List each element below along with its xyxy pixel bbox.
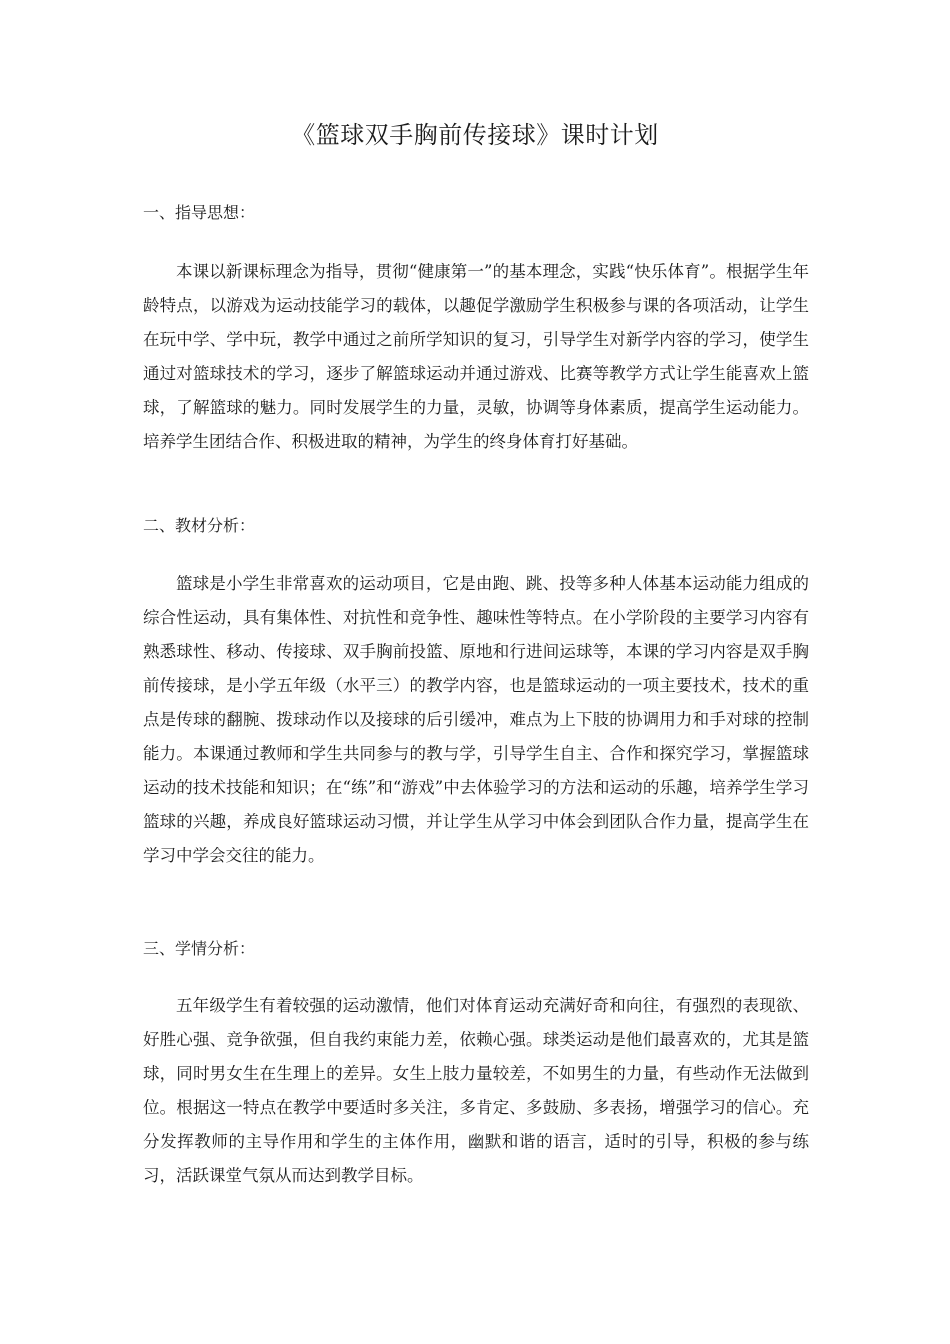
section-body-guiding-ideology: 本课以新课标理念为指导，贯彻“健康第一”的基本理念，实践“快乐体育”。根据学生年龄特点，以游戏为运动技能学习的载体，以趣促学激励学生积极参与课的各项活动，让学生在玩中学、学中玩，教学中通过之前所学知识的复习，引导学生对新学内容的学习，使学生通过对篮球技术的学习，逐步了解篮球运动并通过游戏、比赛等教学方式让学生能喜欢上篮球，了解篮球的魅力。同时发展学生的力量，灵敏，协调等身体素质，提高学生运动能力。培养学生团结合作、积极进取的精神，为学生的终身体育打好基础。	[143, 262, 809, 451]
section-heading-guiding-ideology: 一、指导思想：	[143, 203, 256, 222]
section-heading-material-analysis: 二、教材分析：	[143, 516, 256, 535]
section-body-material-analysis: 篮球是小学生非常喜欢的运动项目，它是由跑、跳、投等多种人体基本运动能力组成的综合性运动，具有集体性、对抗性和竞争性、趣味性等特点。在小学阶段的主要学习内容有熟悉球性、移动、传接球、双手胸前投篮、原地和行进间运球等，本课的学习内容是双手胸前传接球，是小学五年级（水平三）的教学内容，也是篮球运动的一项主要技术，技术的重点是传球的翻腕、拨球动作以及接球的后引缓冲，难点为上下肢的协调用力和手对球的控制能力。本课通过教师和学生共同参与的教与学，引导学生自主、合作和探究学习，掌握篮球运动的技术技能和知识；在“练”和“游戏”中去体验学习的方法和运动的乐趣，培养学生学习篮球的兴趣，养成良好篮球运动习惯，并让学生从学习中体会到团队合作力量，提高学生在学习中学会交往的能力。	[143, 574, 809, 865]
section-heading-student-analysis: 三、学情分析：	[143, 939, 256, 958]
document-title: 《篮球双手胸前传接球》课时计划	[291, 121, 659, 149]
section-body-student-analysis: 五年级学生有着较强的运动激情，他们对体育运动充满好奇和向往，有强烈的表现欲、好胜心强、竞争欲强，但自我约束能力差，依赖心强。球类运动是他们最喜欢的，尤其是篮球，同时男女生在生理上的差异。女生上肢力量较差，不如男生的力量，有些动作无法做到位。根据这一特点在教学中要适时多关注，多肯定、多鼓励、多表扬，增强学习的信心。充分发挥教师的主导作用和学生的主体作用，幽默和谐的语言，适时的引导，积极的参与练习，活跃课堂气氛从而达到教学目标。	[143, 996, 809, 1185]
